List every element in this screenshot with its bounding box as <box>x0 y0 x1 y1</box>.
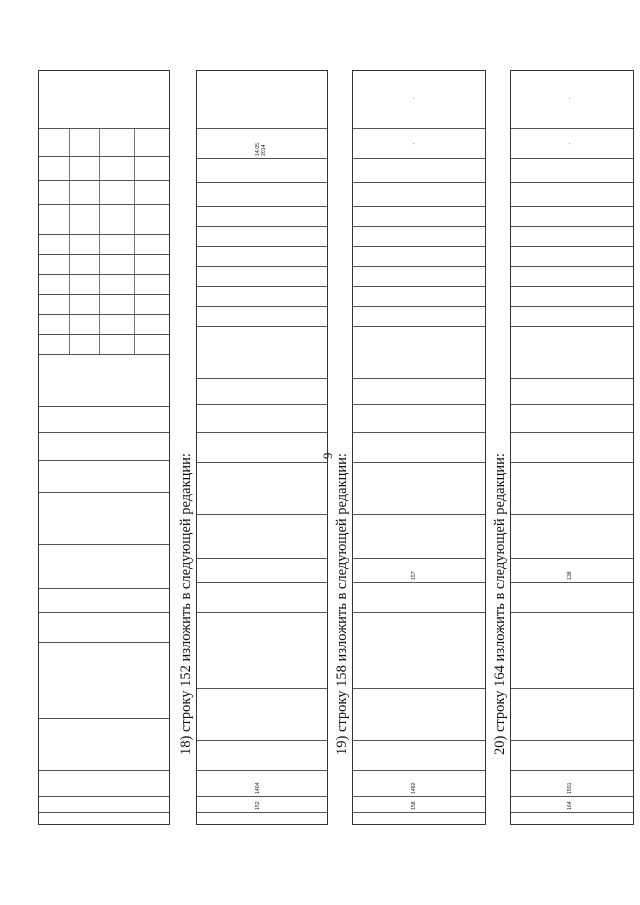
page-number: 9 <box>320 452 335 459</box>
row-164-regularity <box>511 462 633 514</box>
cell <box>353 182 485 206</box>
row-152-vehicle-class <box>197 404 327 432</box>
section-heading-19: 19) строку 158 изложить в следующей редакции: <box>334 453 350 755</box>
row-158-streets <box>353 612 485 688</box>
row-164-stop-mode <box>511 514 633 558</box>
table-row-164 <box>510 70 634 825</box>
row-164-carrier: - <box>567 97 573 100</box>
cell <box>197 182 327 206</box>
cell <box>197 306 327 326</box>
cell <box>39 274 169 294</box>
cell <box>39 234 169 254</box>
row-158-route-stops <box>353 688 485 740</box>
cell <box>353 286 485 306</box>
row-158-regularity <box>353 462 485 514</box>
cell <box>197 226 327 246</box>
row-164-eco-class <box>511 378 633 404</box>
cell-stops-a <box>39 718 169 770</box>
table-top-continuation <box>38 70 170 825</box>
row-164-route-stops <box>511 688 633 740</box>
cell-stops-b <box>39 642 169 718</box>
row-164-date: - <box>511 128 633 158</box>
row-164-number: 164 <box>511 796 633 812</box>
cell <box>39 770 169 796</box>
row-164-vehicle-class <box>511 404 633 432</box>
cell <box>511 812 633 824</box>
cell <box>197 286 327 306</box>
row-152-regularity <box>197 462 327 514</box>
cell <box>511 286 633 306</box>
cell <box>197 206 327 226</box>
row-152-route-stops <box>197 688 327 740</box>
row-158-date: - <box>353 128 485 158</box>
row-152-kind <box>197 582 327 612</box>
cell <box>39 69 169 128</box>
row-158-stop-mode <box>353 514 485 558</box>
cell <box>511 206 633 226</box>
row-164-length: 138 <box>511 558 633 582</box>
table-row-158 <box>352 70 486 825</box>
cell <box>39 156 169 180</box>
cell <box>39 180 169 204</box>
cell <box>39 406 169 432</box>
row-152-reg: 1404 <box>197 770 327 796</box>
cell <box>39 544 169 588</box>
row-152-streets <box>197 612 327 688</box>
cell <box>39 588 169 612</box>
table-row-152 <box>196 70 328 825</box>
cell <box>353 306 485 326</box>
cell <box>511 266 633 286</box>
cell <box>511 226 633 246</box>
row-152-number: 152 <box>197 796 327 812</box>
cell <box>197 266 327 286</box>
cell <box>39 432 169 460</box>
cell <box>197 158 327 182</box>
cell <box>39 460 169 492</box>
cell <box>353 206 485 226</box>
cell <box>511 306 633 326</box>
row-158-features <box>353 326 485 378</box>
section-heading-18: 18) строку 152 изложить в следующей редакции: <box>178 453 194 755</box>
stops-text-a <box>39 719 43 770</box>
cell <box>511 182 633 206</box>
cell <box>39 294 169 314</box>
row-152-length <box>197 558 327 582</box>
row-158-reg: 1482 <box>353 770 485 796</box>
cell <box>353 246 485 266</box>
row-164-vehicle-type <box>511 432 633 462</box>
row-152-stop-mode <box>197 514 327 558</box>
row-152-date: 14.05. 2014 <box>197 128 327 158</box>
row-152-vehicle-type <box>197 432 327 462</box>
row-158-eco-class <box>353 378 485 404</box>
row-152-eco-class <box>197 378 327 404</box>
cell <box>353 226 485 246</box>
row-164-features <box>511 326 633 378</box>
cell <box>39 128 169 156</box>
row-152-name <box>197 740 327 770</box>
row-164-kind <box>511 582 633 612</box>
cell <box>39 812 169 824</box>
row-158-kind <box>353 582 485 612</box>
row-164-reg: 1501 <box>511 770 633 796</box>
stops-text-b <box>39 643 43 718</box>
row-152-features <box>197 326 327 378</box>
cell <box>39 204 169 234</box>
row-158-vehicle-type <box>353 432 485 462</box>
row-158-name <box>353 740 485 770</box>
cell <box>39 334 169 354</box>
section-heading-20: 20) строку 164 изложить в следующей редакции: <box>492 453 508 755</box>
cell <box>353 812 485 824</box>
cell <box>39 314 169 334</box>
cell <box>197 812 327 824</box>
cell <box>511 158 633 182</box>
cell <box>197 246 327 266</box>
row-152-carrier <box>197 69 327 128</box>
row-158-carrier: - <box>411 97 417 100</box>
row-164-streets <box>511 612 633 688</box>
cell <box>353 266 485 286</box>
row-164-name <box>511 740 633 770</box>
cell <box>39 354 169 406</box>
row-158-length: 157 <box>353 558 485 582</box>
cell <box>353 158 485 182</box>
cell <box>39 796 169 812</box>
row-158-vehicle-class <box>353 404 485 432</box>
cell <box>39 492 169 544</box>
cell <box>39 612 169 642</box>
cell <box>39 254 169 274</box>
row-158-number: 158 <box>353 796 485 812</box>
cell <box>511 246 633 266</box>
